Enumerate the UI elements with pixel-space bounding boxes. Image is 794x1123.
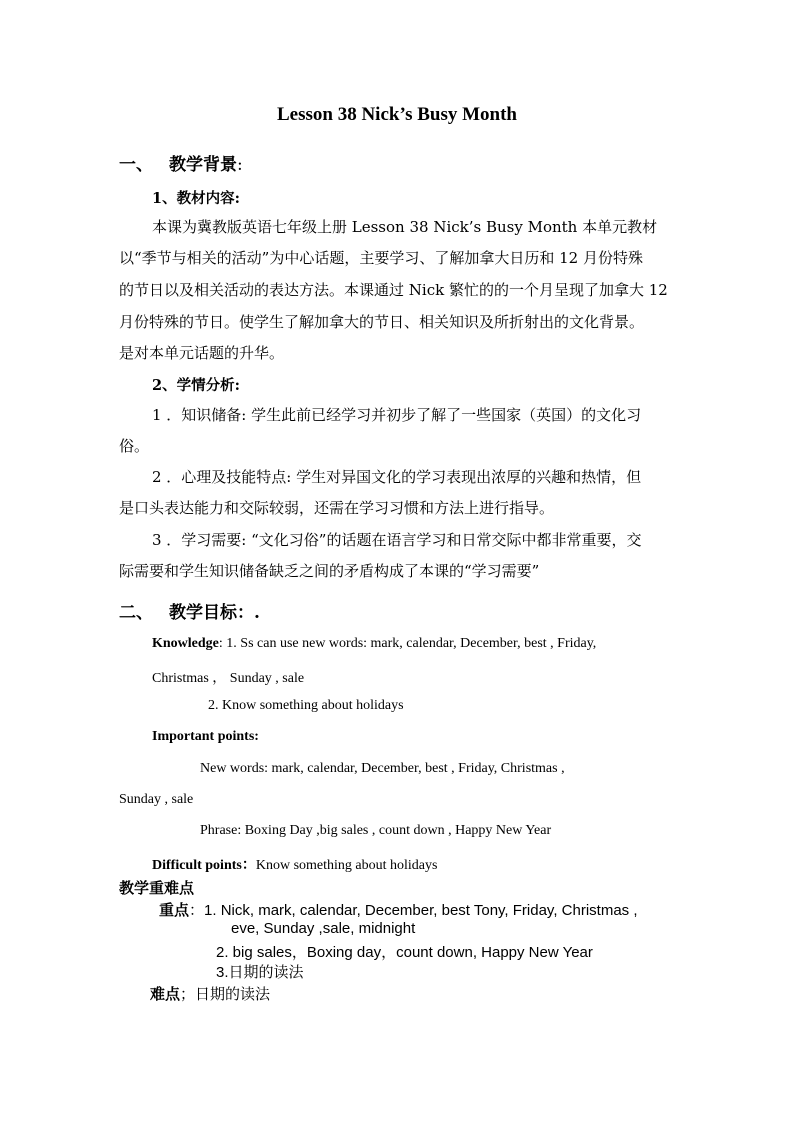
section2-number: 二、 bbox=[119, 603, 153, 623]
important-points-label: Important points: bbox=[152, 729, 259, 744]
key-points-line-3: 2. big sales，Boxing day，count down, Happy New Year bbox=[216, 944, 593, 961]
knowledge-line-1 bbox=[152, 636, 596, 652]
knowledge-line-3: 2. Know something about holidays bbox=[208, 698, 404, 713]
key-difficult-heading: 教学重难点 bbox=[119, 879, 195, 897]
difficult-text: ；日期的读法 bbox=[180, 986, 271, 1003]
knowledge-text-1: : 1. Ss can use new words: mark, calendar, December, best , Friday, bbox=[218, 636, 597, 651]
key-points-label: 重点 bbox=[159, 901, 190, 919]
key-points-line-1 bbox=[159, 899, 638, 920]
phrase-line: Phrase: Boxing Day ,big sales , count down , Happy New Year bbox=[200, 823, 552, 838]
key-points-line-4: 3.日期的读法 bbox=[216, 964, 304, 981]
subsection-materials-heading: 1、教材内容: bbox=[152, 190, 240, 207]
knowledge-label: Knowledge bbox=[152, 636, 219, 651]
section2-title: 教学目标：. bbox=[169, 603, 260, 623]
section1-heading bbox=[119, 150, 243, 175]
materials-line-4: 月份特殊的节日。使学生了解加拿大的节日、相关知识及所折射出的文化背景。 bbox=[119, 313, 645, 331]
difficult-points-line bbox=[152, 854, 437, 874]
difficult-line bbox=[150, 983, 270, 1004]
difficult-points-label: Difficult points： bbox=[152, 858, 256, 873]
section1-suffix: : bbox=[237, 155, 243, 175]
page-title: Lesson 38 Nick’s Busy Month bbox=[276, 104, 517, 125]
section2-heading bbox=[119, 598, 260, 623]
section1-title: 教学背景 bbox=[169, 155, 237, 175]
difficult-label: 难点 bbox=[150, 985, 181, 1003]
key-points-line-2: eve, Sunday ,sale, midnight bbox=[231, 920, 416, 937]
new-words-line-1: New words: mark, calendar, December, best , Friday, Christmas , bbox=[200, 761, 565, 776]
materials-line-2: 以“季节与相关的活动”为中心话题，主要学习、了解加拿大日历和 12 月份特殊 bbox=[119, 249, 643, 267]
key-points-text-1: ：1. Nick, mark, calendar, December, best Tony, Friday, Christmas , bbox=[189, 902, 638, 919]
analysis-line-5: 3 ．学习需要: “文化习俗”的话题在语言学习和日常交际中都非常重要，交 bbox=[152, 531, 642, 549]
new-words-line-2: Sunday , sale bbox=[119, 792, 194, 807]
analysis-line-4: 是口头表达能力和交际较弱，还需在学习习惯和方法上进行指导。 bbox=[119, 499, 555, 517]
knowledge-line-2: Christmas ， Sunday , sale bbox=[152, 671, 305, 686]
analysis-line-1: 1 ．知识储备: 学生此前已经学习并初步了解了一些国家（英国）的文化习 bbox=[152, 406, 642, 424]
materials-line-5: 是对本单元话题的升华。 bbox=[119, 344, 285, 362]
analysis-line-6: 际需要和学生知识储备缺乏之间的矛盾构成了本课的“学习需要” bbox=[119, 562, 540, 580]
subsection-analysis-heading: 2、学情分析: bbox=[152, 377, 240, 394]
section1-number: 一、 bbox=[119, 155, 153, 175]
materials-line-1: 本课为冀教版英语七年级上册 Lesson 38 Nick’s Busy Month 本单元教材 bbox=[152, 218, 658, 236]
analysis-line-2: 俗。 bbox=[119, 437, 150, 455]
materials-line-3: 的节日以及相关活动的表达方法。本课通过 Nick 繁忙的的一个月呈现了加拿大 12 bbox=[119, 281, 668, 299]
difficult-points-text: Know something about holidays bbox=[255, 858, 438, 873]
analysis-line-3: 2 ．心理及技能特点: 学生对异国文化的学习表现出浓厚的兴趣和热情，但 bbox=[152, 468, 642, 486]
